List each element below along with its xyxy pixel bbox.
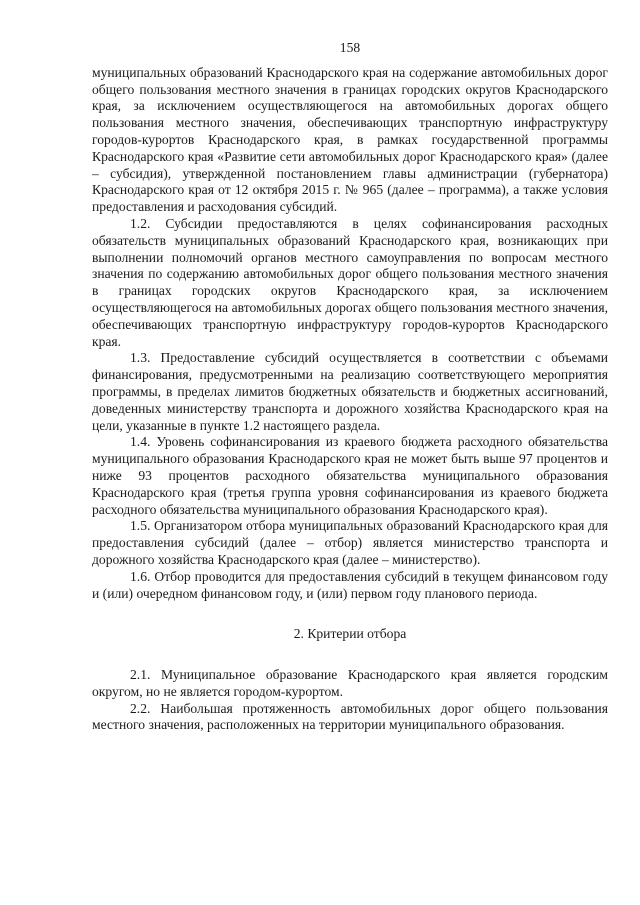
paragraph-2-2: 2.2. Наибольшая протяженность автомобильных дорог общего пользования местного значения, расположенных на территории муниципального образования. — [92, 700, 608, 733]
paragraph-1-4: 1.4. Уровень софинансирования из краевого бюджета расходного обязательства муниципального образования Краснодарского края не может быть выше 97 процентов и ниже 93 процентов расходного обязательства муниципального образования Краснодарского края (третья группа уровня софинансирования из краевого бюджета расходного обязательства муниципального образования Краснодарского края). — [92, 434, 608, 517]
paragraph-1-3: 1.3. Предоставление субсидий осуществляется в соответствии с объемами финансирования, предусмотренными на реализацию соответствующего мероприятия программы, в пределах лимитов бюджетных обязательств и бюджетных ассигнований, доведенных министерству транспорта и дорожного хозяйства Краснодарского края на цели, указанные в пункте 1.2 настоящего раздела. — [92, 350, 608, 433]
page-number: 158 — [339, 40, 361, 55]
document-page — [92, 40, 608, 734]
paragraph-1-5: 1.5. Организатором отбора муниципальных образований Краснодарского края для предоставления субсидий (далее – отбор) является министерство транспорта и дорожного хозяйства Краснодарского края (далее – министерство). — [92, 518, 608, 567]
paragraph-2-1: 2.1. Муниципальное образование Краснодарского края является городским округом, но не является городом-курортом. — [92, 667, 608, 699]
section-heading: 2. Критерии отбора — [293, 626, 407, 642]
paragraph-1-2: 1.2. Субсидии предоставляются в целях софинансирования расходных обязательств муниципальных образований Краснодарского края, возникающих при выполнении полномочий органов местного самоуправления по вопросам местного значения по содержанию автомобильных дорог общего пользования местного значения в границах городских округов Краснодарского края, за исключением осуществляющегося на автомобильных дорогах общего пользования местного значения, обеспечивающих транспортную инфраструктуру городов-курортов Краснодарского края. — [92, 215, 608, 349]
paragraph-1-6: 1.6. Отбор проводится для предоставления субсидий в текущем финансовом году и (или) очередном финансовом году, и (или) первом году планового периода. — [92, 568, 608, 601]
paragraph-intro: муниципальных образований Краснодарского края на содержание автомобильных дорог общего пользования местного значения в границах городских округов Краснодарского края, за исключением осуществляющегося на автомобильных дорогах общего пользования местного значения, обеспечивающих транспортную инфраструктуру городов-курортов Краснодарского края, в рамках государственной программы Краснодарского края «Развитие сети автомобильных дорог Краснодарского края» (далее – субсидия), утвержденной постановлением главы администрации (губернатора) Краснодарского края от 12 октября 2015 г. № 965 (далее – программа), а также условия предоставления и расходования субсидий. — [92, 64, 608, 215]
